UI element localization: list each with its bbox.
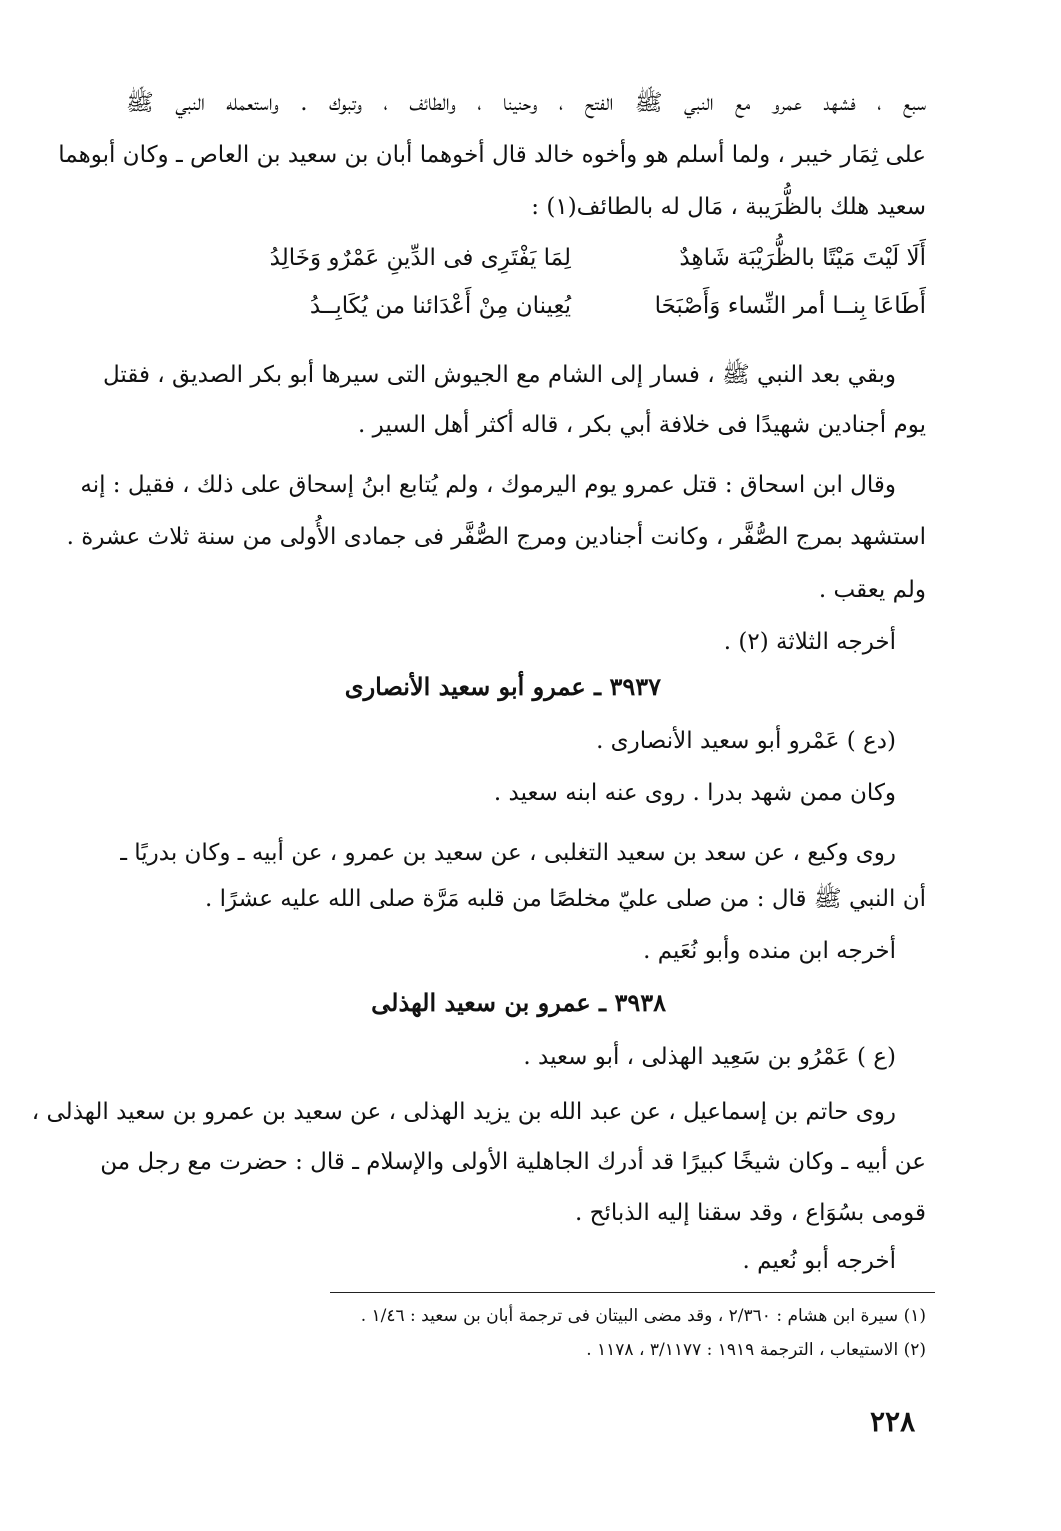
- text-line: أخرجه أبو نُعيم .: [742, 1248, 896, 1274]
- text-line: استشهد بمرج الصُّفَّر ، وكانت أجنادين ومرج الصُّفَّر فى جمادى الأُولى من سنة ثلاث عشرة .: [66, 524, 926, 550]
- text-line: وكان ممن شهد بدرا . روى عنه ابنه سعيد .: [493, 780, 896, 806]
- text-line: أخرجه الثلاثة (٢) .: [723, 629, 896, 655]
- text-line: روى حاتم بن إسماعيل ، عن عبد الله بن يزيد الهذلى ، عن سعيد بن عمرو بن سعيد الهذلى ،: [31, 1099, 896, 1125]
- text-line: أن النبي ﷺ قال : من صلى عليّ مخلصًا من قلبه مَرَّة صلى الله عليه عشرًا .: [204, 886, 926, 912]
- text-line: وقال ابن اسحاق : قتل عمرو يوم اليرموك ، ولم يُتابع ابنُ إسحاق على ذلك ، فقيل : إنه: [80, 472, 896, 498]
- text-line: وبقي بعد النبي ﷺ ، فسار إلى الشام مع الجيوش التى سيرها أبو بكر الصديق ، فقتل: [102, 362, 896, 388]
- text-line: روى وكيع ، عن سعد بن سعيد التغلبى ، عن سعيد بن عمرو ، عن أبيه ـ وكان بدريًا ـ: [120, 840, 896, 866]
- verse-hemistich: لِمَا يَفْتَرِى فى الدِّينِ عَمْرٌو وَخَالِدُ: [269, 245, 571, 271]
- verse-hemistich: يُعِينان مِنْ أَعْدَائنا من يُكَابِــدُ: [309, 293, 571, 319]
- text-line: عن أبيه ـ وكان شيخًا كبيرًا قد أدرك الجاهلية الأولى والإسلام ـ قال : حضرت مع رجل من: [100, 1149, 926, 1175]
- text-line: (دع ) عَمْرو أبو سعيد الأنصارى .: [596, 728, 896, 754]
- page-number: ٢٢٨: [870, 1405, 916, 1438]
- text-line: أخرجه ابن منده وأبو نُعَيم .: [643, 938, 896, 964]
- verse-hemistich: أَلَا لَيْتَ مَيْتًا بالظُّرَيْبَة شَاهِدٌ: [679, 245, 926, 271]
- entry-heading: ٣٩٣٧ ـ عمرو أبو سعيد الأنصارى: [344, 672, 661, 701]
- text-line: قومى بسُوَاع ، وقد سقنا إليه الذبائح .: [574, 1200, 926, 1226]
- text-line: سعيد هلك بالظُّرَيبة ، مَال له بالطائف(١) :: [531, 194, 926, 220]
- text-line: يوم أجنادين شهيدًا فى خلافة أبي بكر ، قاله أكثر أهل السير .: [358, 412, 926, 438]
- entry-heading: ٣٩٣٨ ـ عمرو بن سعيد الهذلى: [371, 988, 666, 1017]
- text-line: (ع ) عَمْرُو بن سَعِيد الهذلى ، أبو سعيد .: [523, 1044, 896, 1070]
- verse-hemistich: أَطَاعَا بِنــا أمر النِّساء وَأَصْبَحَا: [654, 293, 926, 319]
- text-line: سبع ، فشهد عمرو مع النبي ﷺ الفتح ، وحنينا ، والطائف ، وتبوك . واستعمله النبي ﷺ: [126, 90, 926, 116]
- text-line: ولم يعقب .: [818, 577, 926, 603]
- text-line: على ثِمَار خيبر ، ولما أسلم هو وأخوه خالد قال أخوهما أبان بن سعيد بن العاص ـ وكان أبوهما: [58, 142, 926, 168]
- footnote-divider: [330, 1292, 935, 1293]
- footnote: (١) سيرة ابن هشام : ٢/٣٦٠ ، وقد مضى البيتان فى ترجمة أبان بن سعيد : ١/٤٦ .: [360, 1306, 926, 1326]
- footnote: (٢) الاستيعاب ، الترجمة ١٩١٩ : ٣/١١٧٧ ، ١١٧٨ .: [586, 1340, 926, 1360]
